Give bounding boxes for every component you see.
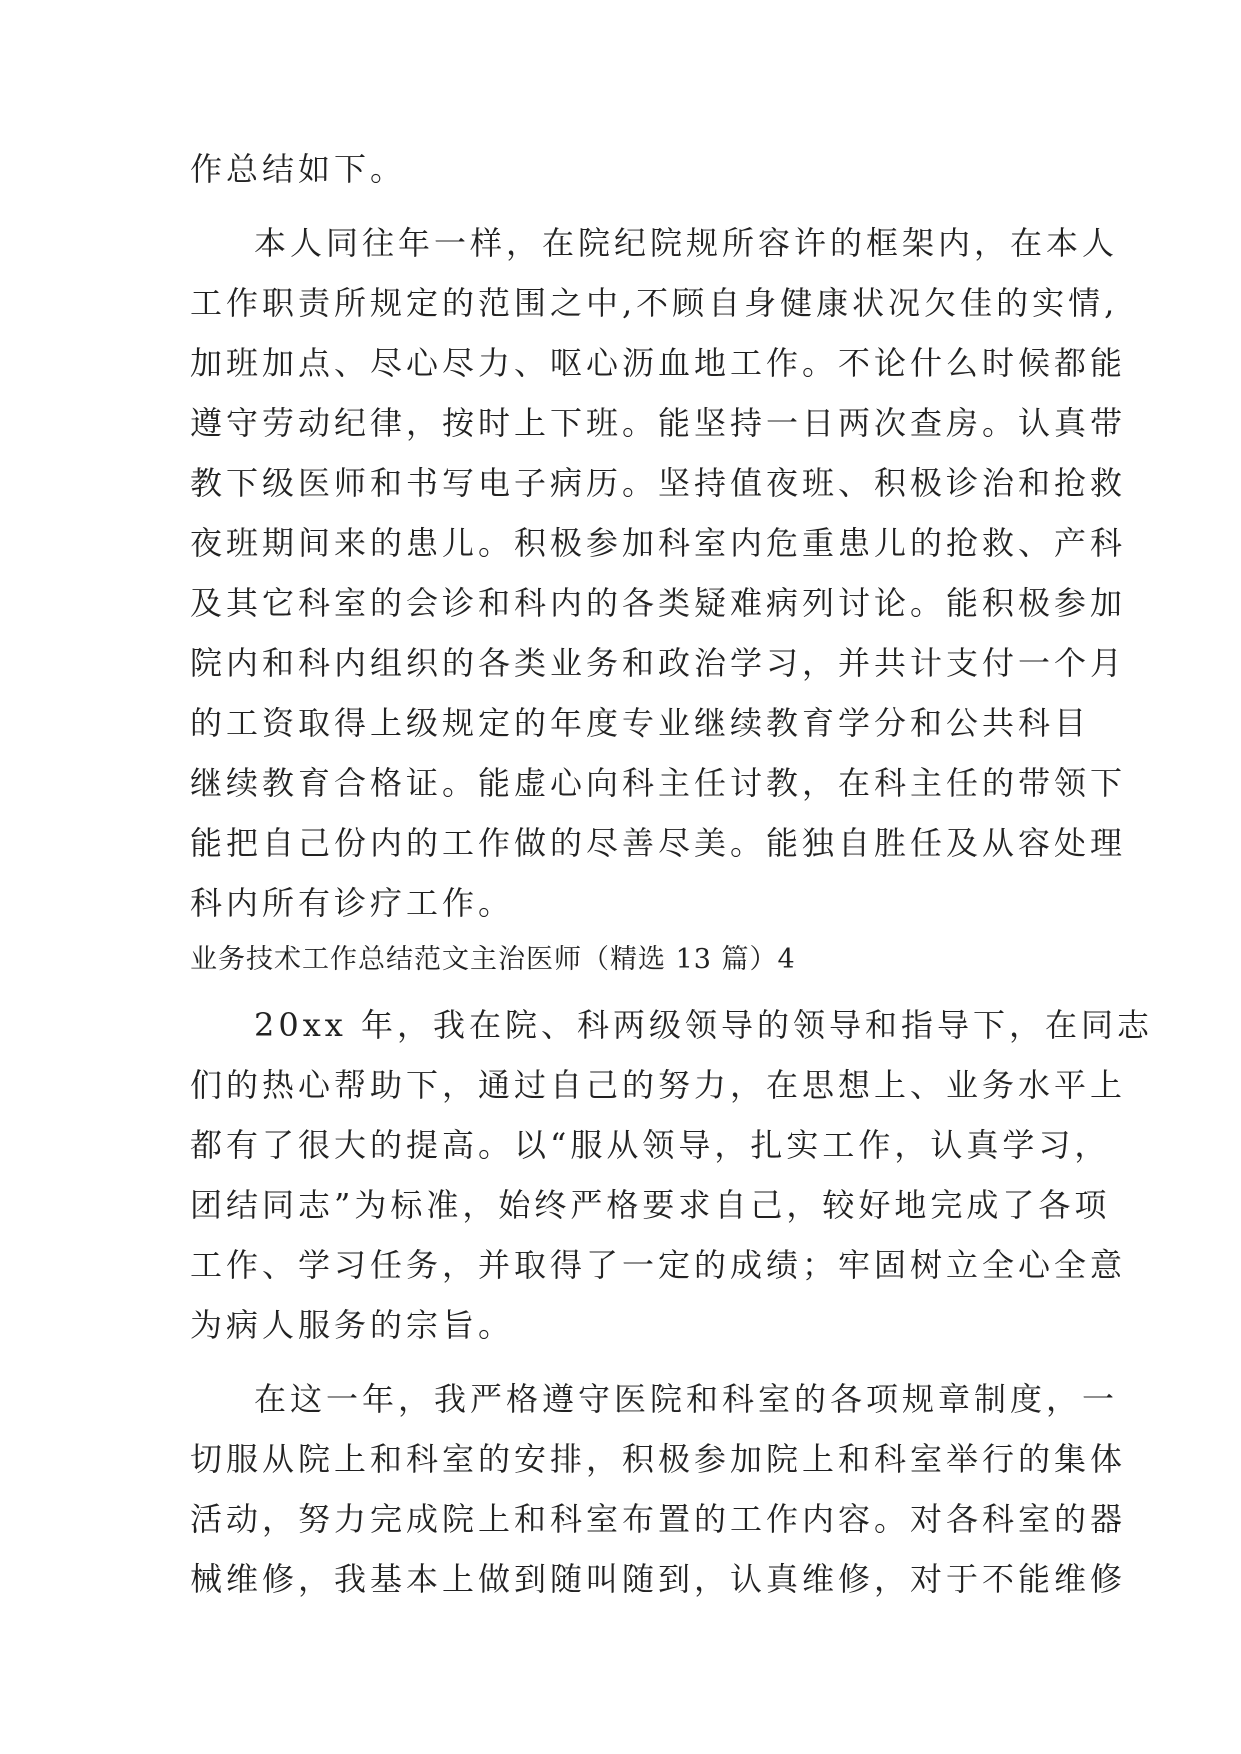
text-line: 能把自己份内的工作做的尽善尽美。能独自胜任及从容处理 — [190, 824, 1127, 862]
text-line: 都有了很大的提高。以“服从领导，扎实工作，认真学习， — [190, 1126, 1111, 1164]
paragraph-start: 在这一年，我严格遵守医院和科室的各项规章制度，一 — [254, 1380, 1119, 1418]
text-line: 活动，努力完成院上和科室布置的工作内容。对各科室的器 — [190, 1500, 1127, 1538]
text-line: 院内和科内组织的各类业务和政治学习，并共计支付一个月 — [190, 644, 1127, 682]
text-line: 为病人服务的宗旨。 — [190, 1306, 515, 1344]
text-line: 团结同志”为标准，始终严格要求自己，较好地完成了各项 — [190, 1186, 1111, 1224]
text-line: 继续教育合格证。能虚心向科主任讨教，在科主任的带领下 — [190, 764, 1127, 802]
section-heading: 业务技术工作总结范文主治医师（精选 13 篇）4 — [190, 944, 796, 975]
text-line: 科内所有诊疗工作。 — [190, 884, 515, 922]
text-line: 械维修，我基本上做到随叫随到，认真维修，对于不能维修 — [190, 1560, 1127, 1598]
text-line: 加班加点、尽心尽力、呕心沥血地工作。不论什么时候都能 — [190, 344, 1127, 382]
text-line: 工作、学习任务，并取得了一定的成绩；牢固树立全心全意 — [190, 1246, 1127, 1284]
text-line: 工作职责所规定的范围之中,不顾自身健康状况欠佳的实情, — [190, 284, 1119, 322]
text-line: 切服从院上和科室的安排，积极参加院上和科室举行的集体 — [190, 1440, 1127, 1478]
text-line: 夜班期间来的患儿。积极参加科室内危重患儿的抢救、产科 — [190, 524, 1127, 562]
paragraph-start: 本人同往年一样，在院纪院规所容许的框架内，在本人 — [254, 224, 1119, 262]
text-line: 及其它科室的会诊和科内的各类疑难病列讨论。能积极参加 — [190, 584, 1127, 622]
text-line: 的工资取得上级规定的年度专业继续教育学分和公共科目 — [190, 704, 1091, 742]
text-line: 们的热心帮助下，通过自己的努力，在思想上、业务水平上 — [190, 1066, 1127, 1104]
text-line: 教下级医师和书写电子病历。坚持值夜班、积极诊治和抢救 — [190, 464, 1127, 502]
paragraph-start: 20xx 年，我在院、科两级领导的领导和指导下，在同志 — [254, 1006, 1153, 1044]
text-line: 遵守劳动纪律，按时上下班。能坚持一日两次查房。认真带 — [190, 404, 1127, 442]
text-line: 作总结如下。 — [190, 150, 407, 188]
